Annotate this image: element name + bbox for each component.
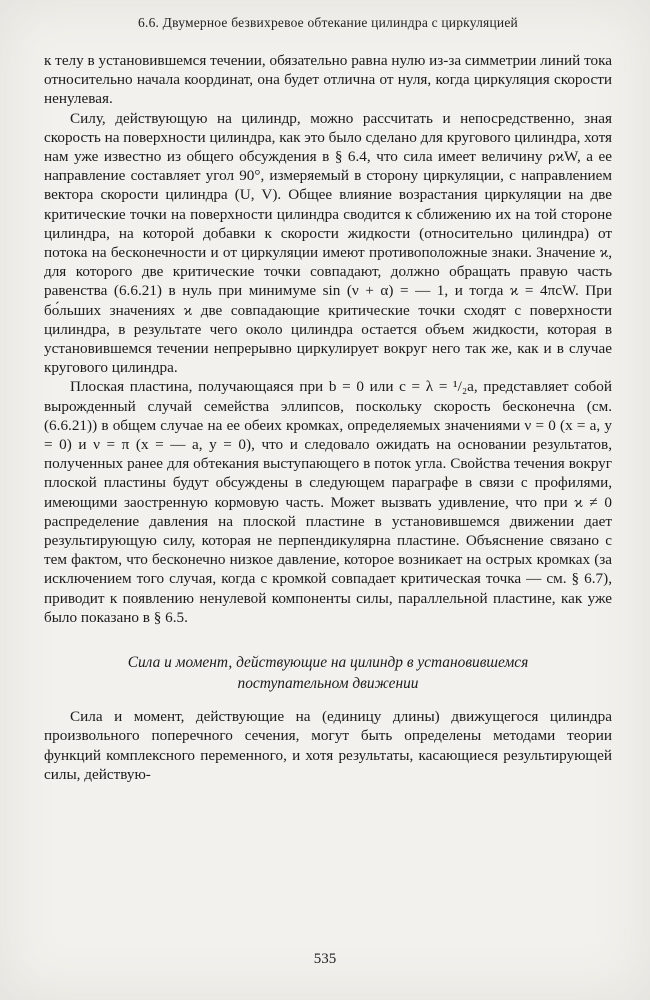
paragraph-continuation: к телу в установившемся течении, обязательно равна нулю из-за симметрии линий тока относительно начала координат, она будет отлична от нуля, когда циркуляция скорости ненулевая.	[44, 52, 612, 108]
paragraph-force-on-cylinder: Силу, действующую на цилиндр, можно рассчитать и непосредственно, зная скорость на поверхности цилиндра, как это было сделано для кругового цилиндра, хотя нам уже известно из общего обсуждения в § 6.4, что сила имеет величину ρϰW, а ее направление составляет угол 90°, измеряемый в сторону циркуляции, с направлением вектора скорости цилиндра (U, V). Общее влияние возрастания циркуляции на две критические точки на поверхности цилиндра сводится к сближению их на той стороне цилиндра, на которой добавки к скорости жидкости (относительно цилиндра) от потока на бесконечности и от циркуляции имеют противоположные знаки. Значение ϰ, для которого две критические точки совпадают, должно обращать правую часть равенства (6.6.21) в нуль при минимуме sin (ν + α) = — 1, и тогда ϰ = 4πcW. При бо́льших значениях ϰ две совпадающие критические точки сходят с поверхности цилиндра, в результате чего около цилиндра остается объем жидкости, которая в установившемся течении непрерывно циркулирует вокруг него так же, как и в случае кругового цилиндра.	[44, 109, 612, 377]
section-heading-line-2: поступательном движении	[237, 674, 419, 692]
paragraph-force-and-moment: Сила и момент, действующие на (единицу длины) движущегося цилиндра произвольного поперечного сечения, могут быть определены методами теории функций комплексного переменного, и хотя результаты, касающиеся результирующей силы, действую-	[44, 708, 612, 783]
paragraph-flat-plate: Плоская пластина, получающаяся при b = 0 или c = λ = ¹/₂a, представляет собой вырожденный случай семейства эллипсов, поскольку скорость бесконечна (см. (6.6.21)) в общем случае на ее обеих кромках, определяемых значениями ν = 0 (x = a, y = 0) и ν = π (x = — a, y = 0), что и следовало ожидать на основании результатов, полученных ранее для обтекания выступающего в поток угла. Свойства течения вокруг плоской пластины будут обсуждены в следующем параграфе в связи с профилями, имеющими заостренную кормовую часть. Может вызвать удивление, что при ϰ ≠ 0 распределение давления на плоской пластине в установившемся движении дает результирующую силу, которая не перпендикулярна пластине. Объяснение связано с тем фактом, что бесконечно низкое давление, которое возникает на острых кромках (за исключением того случая, когда с кромкой совпадает критическая точка — см. § 6.7), приводит к появлению ненулевой компоненты силы, параллельной пластине, как уже было показано в § 6.5.	[44, 378, 612, 626]
text-block	[44, 51, 612, 784]
page-number: 535	[313, 951, 337, 967]
running-head: 6.6. Двумерное безвихревое обтекание цилиндра с циркуляцией	[138, 15, 518, 30]
section-heading	[44, 653, 612, 694]
section-heading-line-1: Сила и момент, действующие на цилиндр в установившемся	[127, 654, 529, 672]
